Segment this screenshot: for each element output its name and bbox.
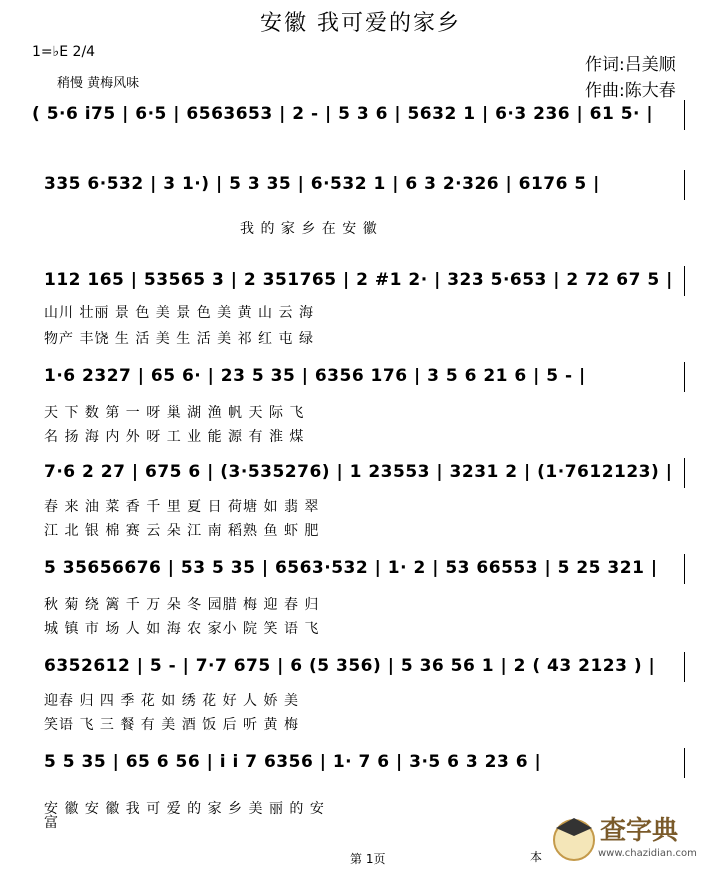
- row-end-barline: [684, 458, 685, 488]
- song-title: 安徽 我可爱的家乡: [260, 11, 461, 36]
- lyric-row-3-verse-2: 物产 丰饶 生 活 美 生 活 美 祁 红 屯 绿: [44, 331, 314, 347]
- row-end-barline: [684, 266, 685, 296]
- lyric-row-7-verse-1: 迎春 归 四 季 花 如 绣 花 好 人 娇 美: [44, 693, 299, 709]
- lyric-row-6-verse-2: 城 镇 市 场 人 如 海 农 家小 院 笑 语 飞: [44, 621, 320, 637]
- notation-row-7: 6352612 | 5 - | 7·7 675 | 6 (5 356) | 5 36 56 1 | 2 ( 43 2123 ) |: [44, 656, 656, 676]
- row-end-barline: [684, 362, 685, 392]
- row-end-barline: [684, 554, 685, 584]
- watermark-url: www.chazidian.com: [598, 848, 697, 859]
- notation-row-4: 1·6 2327 | 65 6· | 23 5 35 | 6356 176 | 3 5 6 21 6 | 5 - |: [44, 366, 586, 386]
- composer-credit: 作曲:陈大春: [585, 81, 676, 101]
- notation-row-8: 5 5 35 | 65 6 56 | i i 7 6356 | 1· 7 6 | 3·5 6 3 23 6 |: [44, 752, 542, 772]
- notation-row-1: ( 5·6 i75 | 6·5 | 6563653 | 2 - | 5 3 6 | 5632 1 | 6·3 236 | 61 5· |: [32, 104, 654, 124]
- lyric-row-8-verse-1: 安 徽 安 徽 我 可 爱 的 家 乡 美 丽 的 安: [44, 801, 325, 817]
- lyric-row-5-verse-1: 春 来 油 菜 香 千 里 夏 日 荷塘 如 翡 翠: [44, 499, 320, 515]
- cut-off-text: 本: [530, 850, 543, 864]
- key-signature: 1=♭E 2/4: [32, 44, 96, 60]
- row-end-barline: [684, 170, 685, 200]
- lyric-row-3-verse-1: 山川 壮丽 景 色 美 景 色 美 黄 山 云 海: [44, 305, 314, 321]
- lyric-row-5-verse-2: 江 北 银 棉 赛 云 朵 江 南 稻熟 鱼 虾 肥: [44, 523, 320, 539]
- lyric-row-7-verse-2: 笑语 飞 三 餐 有 美 酒 饭 后 听 黄 梅: [44, 717, 299, 733]
- lyric-row-4-verse-2: 名 扬 海 内 外 呀 工 业 能 源 有 淮 煤: [44, 429, 305, 445]
- row-end-barline: [684, 748, 685, 778]
- notation-row-5: 7·6 2 27 | 675 6 | (3·535276) | 1 23553 | 3231 2 | (1·7612123) |: [44, 462, 673, 482]
- notation-row-2: 335 6·532 | 3 1·) | 5 3 35 | 6·532 1 | 6 3 2·326 | 6176 5 |: [44, 174, 600, 194]
- watermark-text: 查字典: [600, 816, 679, 846]
- lyricist-credit: 作词:吕美顺: [585, 55, 676, 75]
- notation-row-3: 112 165 | 53565 3 | 2 351765 | 2 #1 2· | 323 5·653 | 2 72 67 5 |: [44, 270, 673, 290]
- lyric-row-2-verse-1: 我 的 家 乡 在 安 徽: [240, 221, 378, 237]
- row-end-barline: [684, 100, 685, 130]
- notation-row-6: 5 35656676 | 53 5 35 | 6563·532 | 1· 2 | 53 66553 | 5 25 321 |: [44, 558, 658, 578]
- lyric-row-4-verse-1: 天 下 数 第 一 呀 巢 湖 渔 帆 天 际 飞: [44, 405, 305, 421]
- tempo-marking: 稍慢 黄梅风味: [57, 76, 140, 91]
- lyric-row-8-verse-2: 富: [44, 815, 59, 831]
- page-number: 第 1页: [350, 852, 386, 866]
- lyric-row-6-verse-1: 秋 菊 绕 篱 千 万 朵 冬 园腊 梅 迎 春 归: [44, 597, 320, 613]
- row-end-barline: [684, 652, 685, 682]
